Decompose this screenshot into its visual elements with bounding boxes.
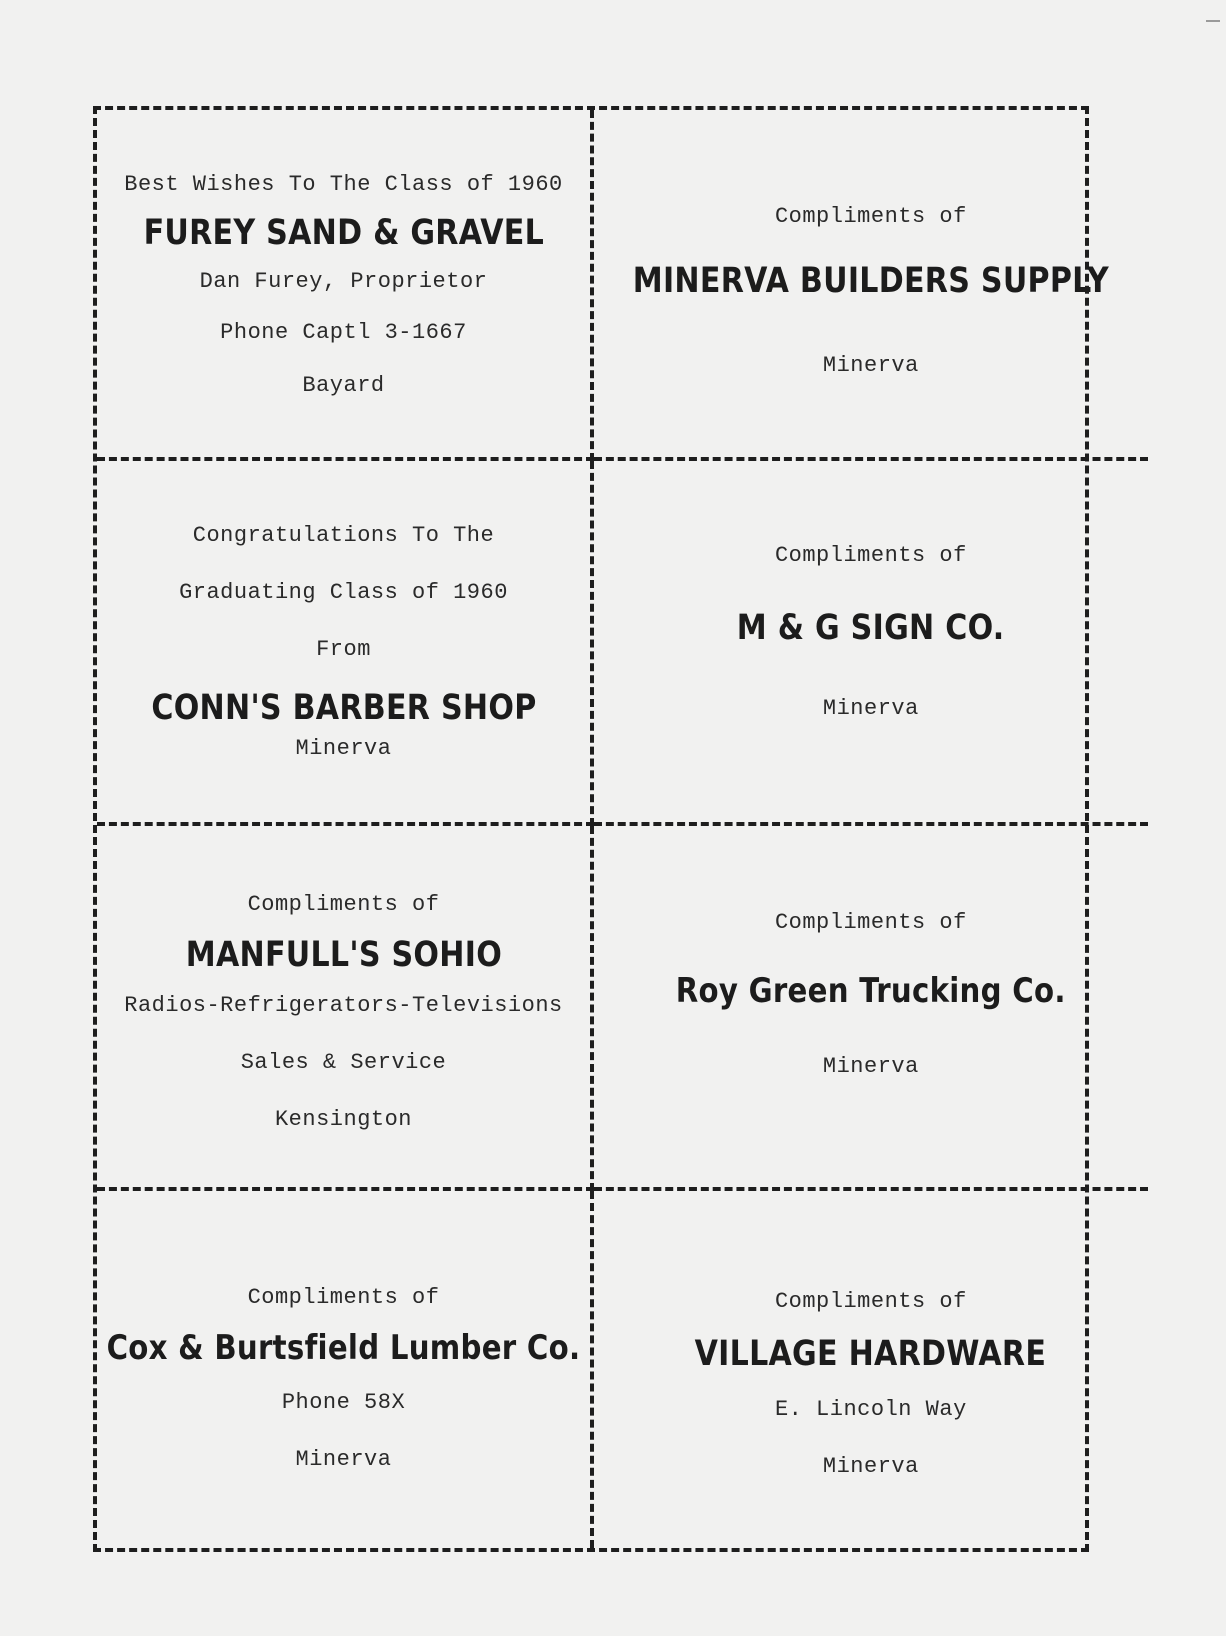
ad-phone: Phone Captl 3-1667 bbox=[220, 320, 467, 345]
ad-business-name: MANFULL'S SOHIO bbox=[185, 935, 502, 975]
ad-grid bbox=[93, 106, 1109, 1552]
ad-location: Minerva bbox=[822, 1454, 919, 1479]
ad-greeting: Compliments of bbox=[774, 543, 967, 568]
ad-location: Bayard bbox=[302, 373, 385, 398]
ad-greeting: Compliments of bbox=[247, 1285, 440, 1310]
ad-village-hardware bbox=[594, 1191, 1148, 1548]
ad-business-name: VILLAGE HARDWARE bbox=[695, 1334, 1047, 1374]
ad-location: Minerva bbox=[822, 353, 919, 378]
ad-proprietor: Dan Furey, Proprietor bbox=[199, 269, 488, 294]
ad-business-name: CONN'S BARBER SHOP bbox=[150, 688, 537, 728]
ad-greeting: Compliments of bbox=[774, 204, 967, 229]
ad-from: From bbox=[316, 637, 371, 662]
ad-furey-sand-gravel bbox=[97, 110, 594, 461]
ad-location: Minerva bbox=[822, 696, 919, 721]
ad-greeting-line1: Congratulations To The bbox=[192, 523, 495, 548]
ad-greeting: Best Wishes To The Class of 1960 bbox=[124, 172, 563, 197]
ad-conns-barber-shop bbox=[97, 461, 594, 826]
ad-greeting: Compliments of bbox=[247, 892, 440, 917]
ad-cox-burtsfield-lumber bbox=[97, 1191, 594, 1548]
ad-minerva-builders-supply bbox=[594, 110, 1148, 461]
ad-business-name: Roy Green Trucking Co. bbox=[675, 971, 1066, 1011]
ad-services: Sales & Service bbox=[240, 1050, 447, 1075]
ad-business-name: FUREY SAND & GRAVEL bbox=[143, 213, 544, 253]
ad-greeting-line2: Graduating Class of 1960 bbox=[179, 580, 508, 605]
ad-location: Minerva bbox=[295, 736, 392, 761]
ad-products: Radios-Refrigerators-Televisions bbox=[124, 993, 563, 1018]
ad-business-name: Cox & Burtsfield Lumber Co. bbox=[106, 1328, 581, 1368]
ad-greeting: Compliments of bbox=[774, 910, 967, 935]
ad-location: Minerva bbox=[822, 1054, 919, 1079]
ad-m-g-sign-co bbox=[594, 461, 1148, 826]
ad-business-name: M & G SIGN CO. bbox=[737, 608, 1005, 648]
ad-greeting: Compliments of bbox=[774, 1289, 967, 1314]
ad-business-name: MINERVA BUILDERS SUPPLY bbox=[632, 261, 1109, 301]
ad-roy-green-trucking bbox=[594, 826, 1148, 1191]
page-edge-mark bbox=[1206, 20, 1220, 22]
ad-location: Kensington bbox=[274, 1107, 413, 1132]
ad-manfulls-sohio bbox=[97, 826, 594, 1191]
ad-address: E. Lincoln Way bbox=[774, 1397, 967, 1422]
ad-location: Minerva bbox=[295, 1447, 392, 1472]
ad-phone: Phone 58X bbox=[281, 1390, 406, 1415]
